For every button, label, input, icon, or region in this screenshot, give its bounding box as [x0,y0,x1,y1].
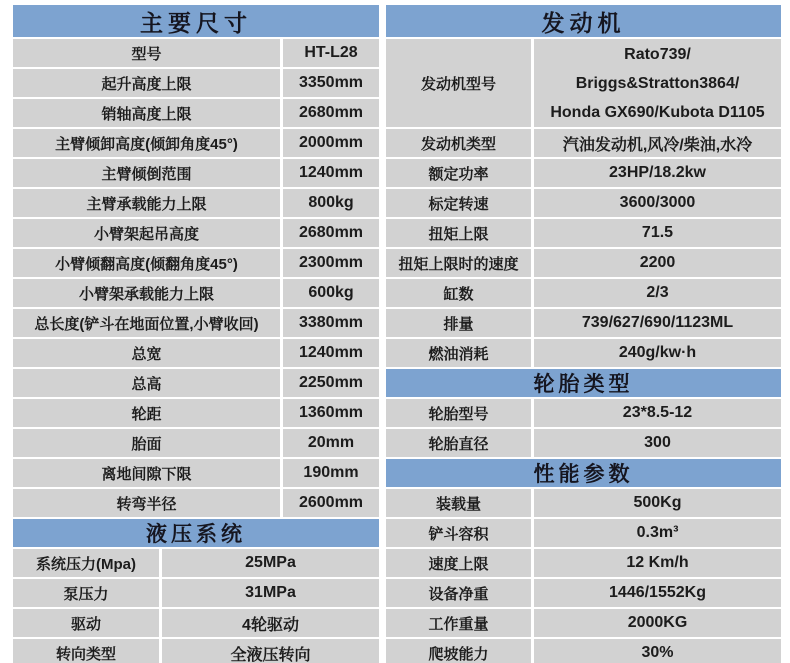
row-label: 爬坡能力 [386,639,531,663]
table-row-engine-model [386,39,781,127]
row-value: 汽油发动机,风冷/柴油,水冷 [534,129,781,157]
row-value: 71.5 [534,219,781,247]
row-value: 500Kg [534,489,781,517]
row-label: 铲斗容积 [386,519,531,547]
table-row [13,429,379,457]
row-value: 全液压转向 [162,639,379,663]
table-row [13,219,379,247]
table-row [386,159,781,187]
row-value: 300 [534,429,781,457]
table-row [386,549,781,577]
row-value: 23*8.5-12 [534,399,781,427]
row-value: 3600/3000 [534,189,781,217]
row-label: 总宽 [13,339,280,367]
row-label: 起升高度上限 [13,69,280,97]
row-label: 燃油消耗 [386,339,531,367]
table-row [386,249,781,277]
row-label: 排量 [386,309,531,337]
row-label: 驱动 [13,609,159,637]
performance-table [386,489,781,663]
row-value: 2300mm [283,249,379,277]
section-header-performance [386,459,781,487]
row-value: 2000KG [534,609,781,637]
table-row [13,159,379,187]
row-label: 扭矩上限 [386,219,531,247]
section-title: 轮胎类型 [533,373,634,396]
row-value: 4轮驱动 [162,609,379,637]
row-value: 31MPa [162,579,379,607]
row-label: 轮距 [13,399,280,427]
row-label: 主臂倾卸高度(倾卸角度45°) [13,129,280,157]
table-row [13,609,379,637]
table-row [386,129,781,157]
section-header-hydraulic-system [13,519,379,547]
row-label: 设备净重 [386,579,531,607]
row-value: 1240mm [283,339,379,367]
table-row [13,279,379,307]
row-label: 发动机类型 [386,129,531,157]
row-value: 2680mm [283,219,379,247]
row-label: 转弯半径 [13,489,280,517]
row-label: 泵压力 [13,579,159,607]
table-row [386,189,781,217]
row-value: 2250mm [283,369,379,397]
row-value: 240g/kw·h [534,339,781,367]
table-row [386,519,781,547]
table-row [13,369,379,397]
row-label: 主臂承载能力上限 [13,189,280,217]
section-header-main-dimensions [13,5,379,37]
table-row [386,279,781,307]
section-header-engine [386,5,781,37]
row-label: 工作重量 [386,609,531,637]
table-row [386,219,781,247]
engine-table [386,39,781,369]
row-value: 0.3m³ [534,519,781,547]
row-label: 小臂倾翻高度(倾翻角度45°) [13,249,280,277]
tire-table [386,399,781,459]
section-title: 性能参数 [533,463,634,486]
row-label: 装载量 [386,489,531,517]
row-value: 1446/1552Kg [534,579,781,607]
row-value: HT-L28 [283,39,379,67]
row-label: 销轴高度上限 [13,99,280,127]
row-value: 2000mm [283,129,379,157]
row-value [534,39,781,127]
row-value: 12 Km/h [534,549,781,577]
row-value: 1240mm [283,159,379,187]
row-value: 30% [534,639,781,663]
row-label: 系统压力(Mpa) [13,549,159,577]
table-row [13,549,379,577]
row-label: 缸数 [386,279,531,307]
table-row [13,129,379,157]
table-row [386,309,781,337]
table-row [13,189,379,217]
main-dimensions-table [13,39,379,519]
row-label: 小臂架承载能力上限 [13,279,280,307]
row-label: 主臂倾倒范围 [13,159,280,187]
table-row [386,429,781,457]
table-row [13,579,379,607]
left-column [13,5,379,663]
table-row [386,339,781,367]
row-value: 25MPa [162,549,379,577]
row-label: 型号 [13,39,280,67]
row-value: 23HP/18.2kw [534,159,781,187]
row-value: 739/627/690/1123ML [534,309,781,337]
row-value: 190mm [283,459,379,487]
row-value: 600kg [283,279,379,307]
row-label: 轮胎型号 [386,399,531,427]
right-column [386,5,781,663]
row-label: 标定转速 [386,189,531,217]
section-title: 主要尺寸 [140,9,252,36]
row-value: 2200 [534,249,781,277]
row-label: 小臂架起吊高度 [13,219,280,247]
table-row [13,39,379,67]
table-row [386,579,781,607]
row-label: 胎面 [13,429,280,457]
table-row [13,339,379,367]
table-row [13,459,379,487]
table-row [13,99,379,127]
row-value: 800kg [283,189,379,217]
table-row [386,489,781,517]
section-title: 液压系统 [146,523,246,546]
engine-model-line: Briggs&Stratton3864/ [575,74,740,92]
table-row [386,609,781,637]
table-row [13,249,379,277]
row-label: 总长度(铲斗在地面位置,小臂收回) [13,309,280,337]
table-row [13,69,379,97]
section-header-tire-type [386,369,781,397]
table-row [13,309,379,337]
row-value: 3380mm [283,309,379,337]
row-value: 3350mm [283,69,379,97]
row-label: 扭矩上限时的速度 [386,249,531,277]
table-row [13,639,379,663]
engine-model-line: Honda GX690/Kubota D1105 [550,103,765,121]
table-row [386,399,781,427]
row-value: 20mm [283,429,379,457]
table-row [386,639,781,663]
engine-model-line: Rato739/ [624,45,691,63]
row-label: 额定功率 [386,159,531,187]
hydraulic-system-table [13,549,379,663]
row-value: 2/3 [534,279,781,307]
row-label: 总高 [13,369,280,397]
row-label: 轮胎直径 [386,429,531,457]
row-label: 转向类型 [13,639,159,663]
row-value: 2600mm [283,489,379,517]
row-label: 速度上限 [386,549,531,577]
table-row [13,489,379,517]
row-label: 发动机型号 [386,39,531,127]
row-value: 2680mm [283,99,379,127]
row-value: 1360mm [283,399,379,427]
row-label: 离地间隙下限 [13,459,280,487]
section-title: 发动机 [541,9,626,36]
table-row [13,399,379,427]
